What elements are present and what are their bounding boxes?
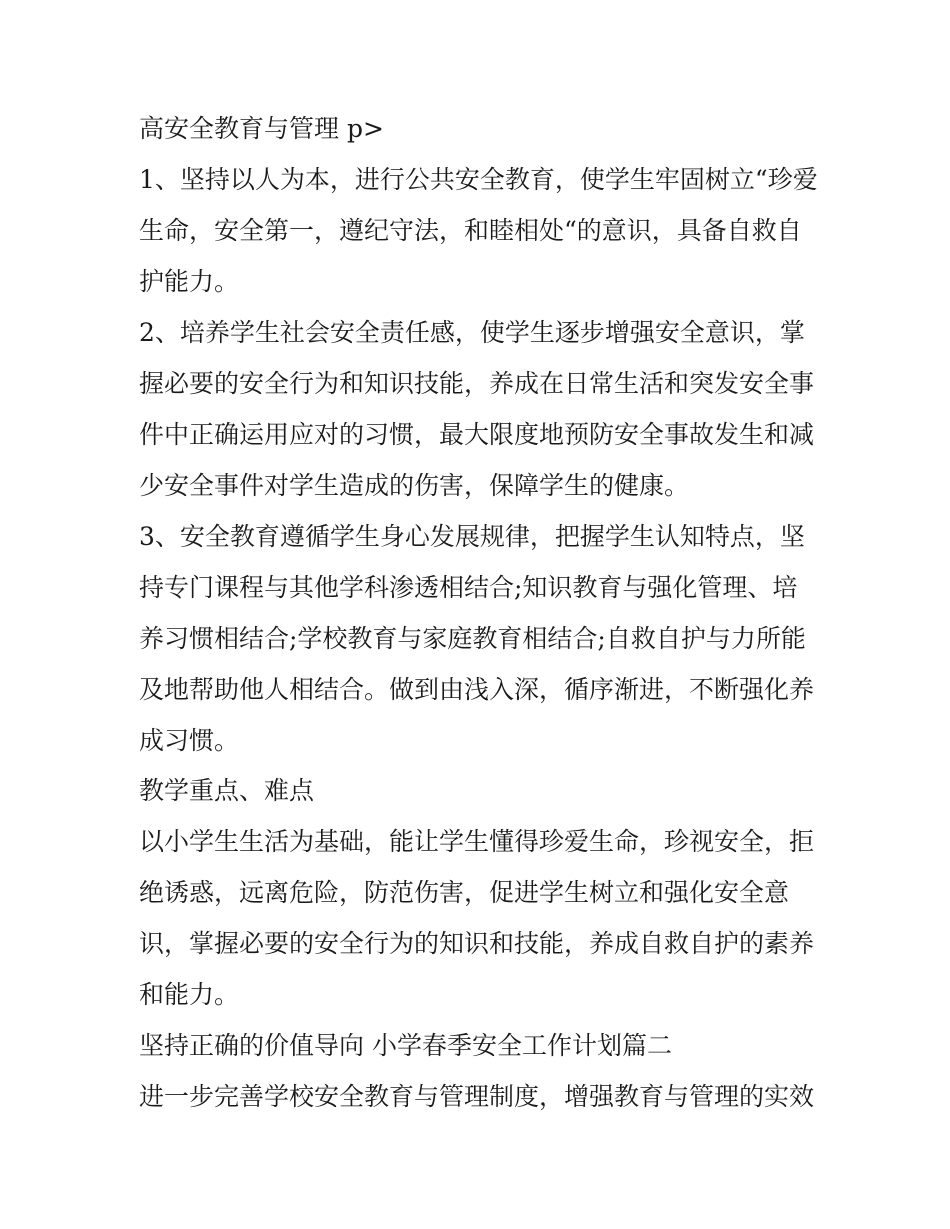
text-line: 1、坚持以人为本，进行公共安全教育，使学生牢固树立“珍爱 <box>139 165 818 194</box>
text-line: 少安全事件对学生造成的伤害，保障学生的健康。 <box>139 471 690 500</box>
text-line: 和能力。 <box>139 980 240 1009</box>
text-line: 3、安全教育遵循学生身心发展规律，把握学生认知特点，坚 <box>139 522 805 551</box>
section-heading: 坚持正确的价值导向 小学春季安全工作计划篇二 <box>139 1031 672 1060</box>
text-line: 生命，安全第一，遵纪守法，和睦相处“的意识，具备自救自 <box>139 216 802 245</box>
text-line: 进一步完善学校安全教育与管理制度，增强教育与管理的实效 <box>139 1082 815 1111</box>
text-line: 握必要的安全行为和知识技能，养成在日常生活和突发安全事 <box>139 369 815 398</box>
text-line: 持专门课程与其他学科渗透相结合;知识教育与强化管理、培 <box>139 573 798 602</box>
text-line: 以小学生生活为基础，能让学生懂得珍爱生命，珍视安全，拒 <box>139 827 815 856</box>
text-line: 件中正确运用应对的习惯，最大限度地预防安全事故发生和减 <box>139 420 815 449</box>
text-line: 绝诱惑，远离危险，防范伤害，促进学生树立和强化安全意 <box>139 878 790 907</box>
text-line: 护能力。 <box>139 267 240 296</box>
text-line: 高安全教育与管理 p> <box>139 114 384 143</box>
text-line: 养习惯相结合;学校教育与家庭教育相结合;自救自护与力所能 <box>139 624 806 653</box>
text-line: 2、培养学生社会安全责任感，使学生逐步增强安全意识，掌 <box>139 318 805 347</box>
text-line: 及地帮助他人相结合。做到由浅入深，循序渐进，不断强化养 <box>139 675 815 704</box>
text-line: 成习惯。 <box>139 726 240 755</box>
section-heading: 教学重点、难点 <box>139 776 315 805</box>
text-line: 识，掌握必要的安全行为的知识和技能，养成自救自护的素养 <box>139 929 815 958</box>
